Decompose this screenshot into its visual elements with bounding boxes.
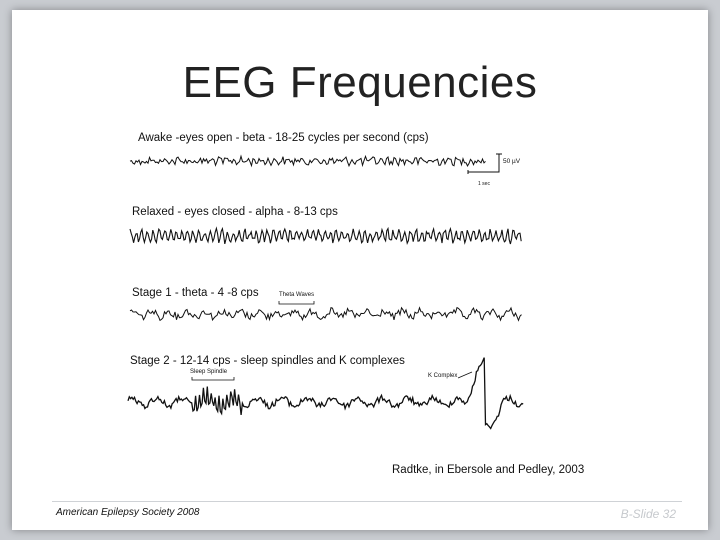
theta-bracket <box>279 301 314 304</box>
footer-organization: American Epilepsy Society 2008 <box>56 507 200 518</box>
eeg-traces <box>12 10 708 530</box>
trace-label-relaxed: Relaxed - eyes closed - alpha - 8-13 cps <box>132 206 338 218</box>
scale-time-label: 1 sec <box>478 181 490 187</box>
k-complex-pointer <box>458 372 472 378</box>
spindle-bracket <box>192 377 234 380</box>
footer-divider <box>52 501 682 502</box>
figure-citation: Radtke, in Ebersole and Pedley, 2003 <box>392 464 585 476</box>
trace-awake <box>130 156 486 166</box>
trace-stage2 <box>128 358 523 429</box>
scale-amplitude-label: 50 µV <box>503 158 521 165</box>
trace-label-awake: Awake -eyes open - beta - 18-25 cycles per second (cps) <box>138 132 429 144</box>
sleep-spindle-annotation: Sleep Spindle <box>190 369 228 375</box>
trace-relaxed <box>130 228 521 244</box>
trace-stage1 <box>130 308 522 321</box>
trace-label-stage2: Stage 2 - 12-14 cps - sleep spindles and K complexes <box>130 355 405 367</box>
theta-waves-annotation: Theta Waves <box>279 292 315 298</box>
slide-title: EEG Frequencies <box>182 58 538 107</box>
slide-number: B-Slide 32 <box>620 507 676 521</box>
k-complex-annotation: K Complex <box>428 373 458 379</box>
trace-label-stage1: Stage 1 - theta - 4 -8 cps <box>132 287 259 299</box>
slide <box>12 10 708 530</box>
